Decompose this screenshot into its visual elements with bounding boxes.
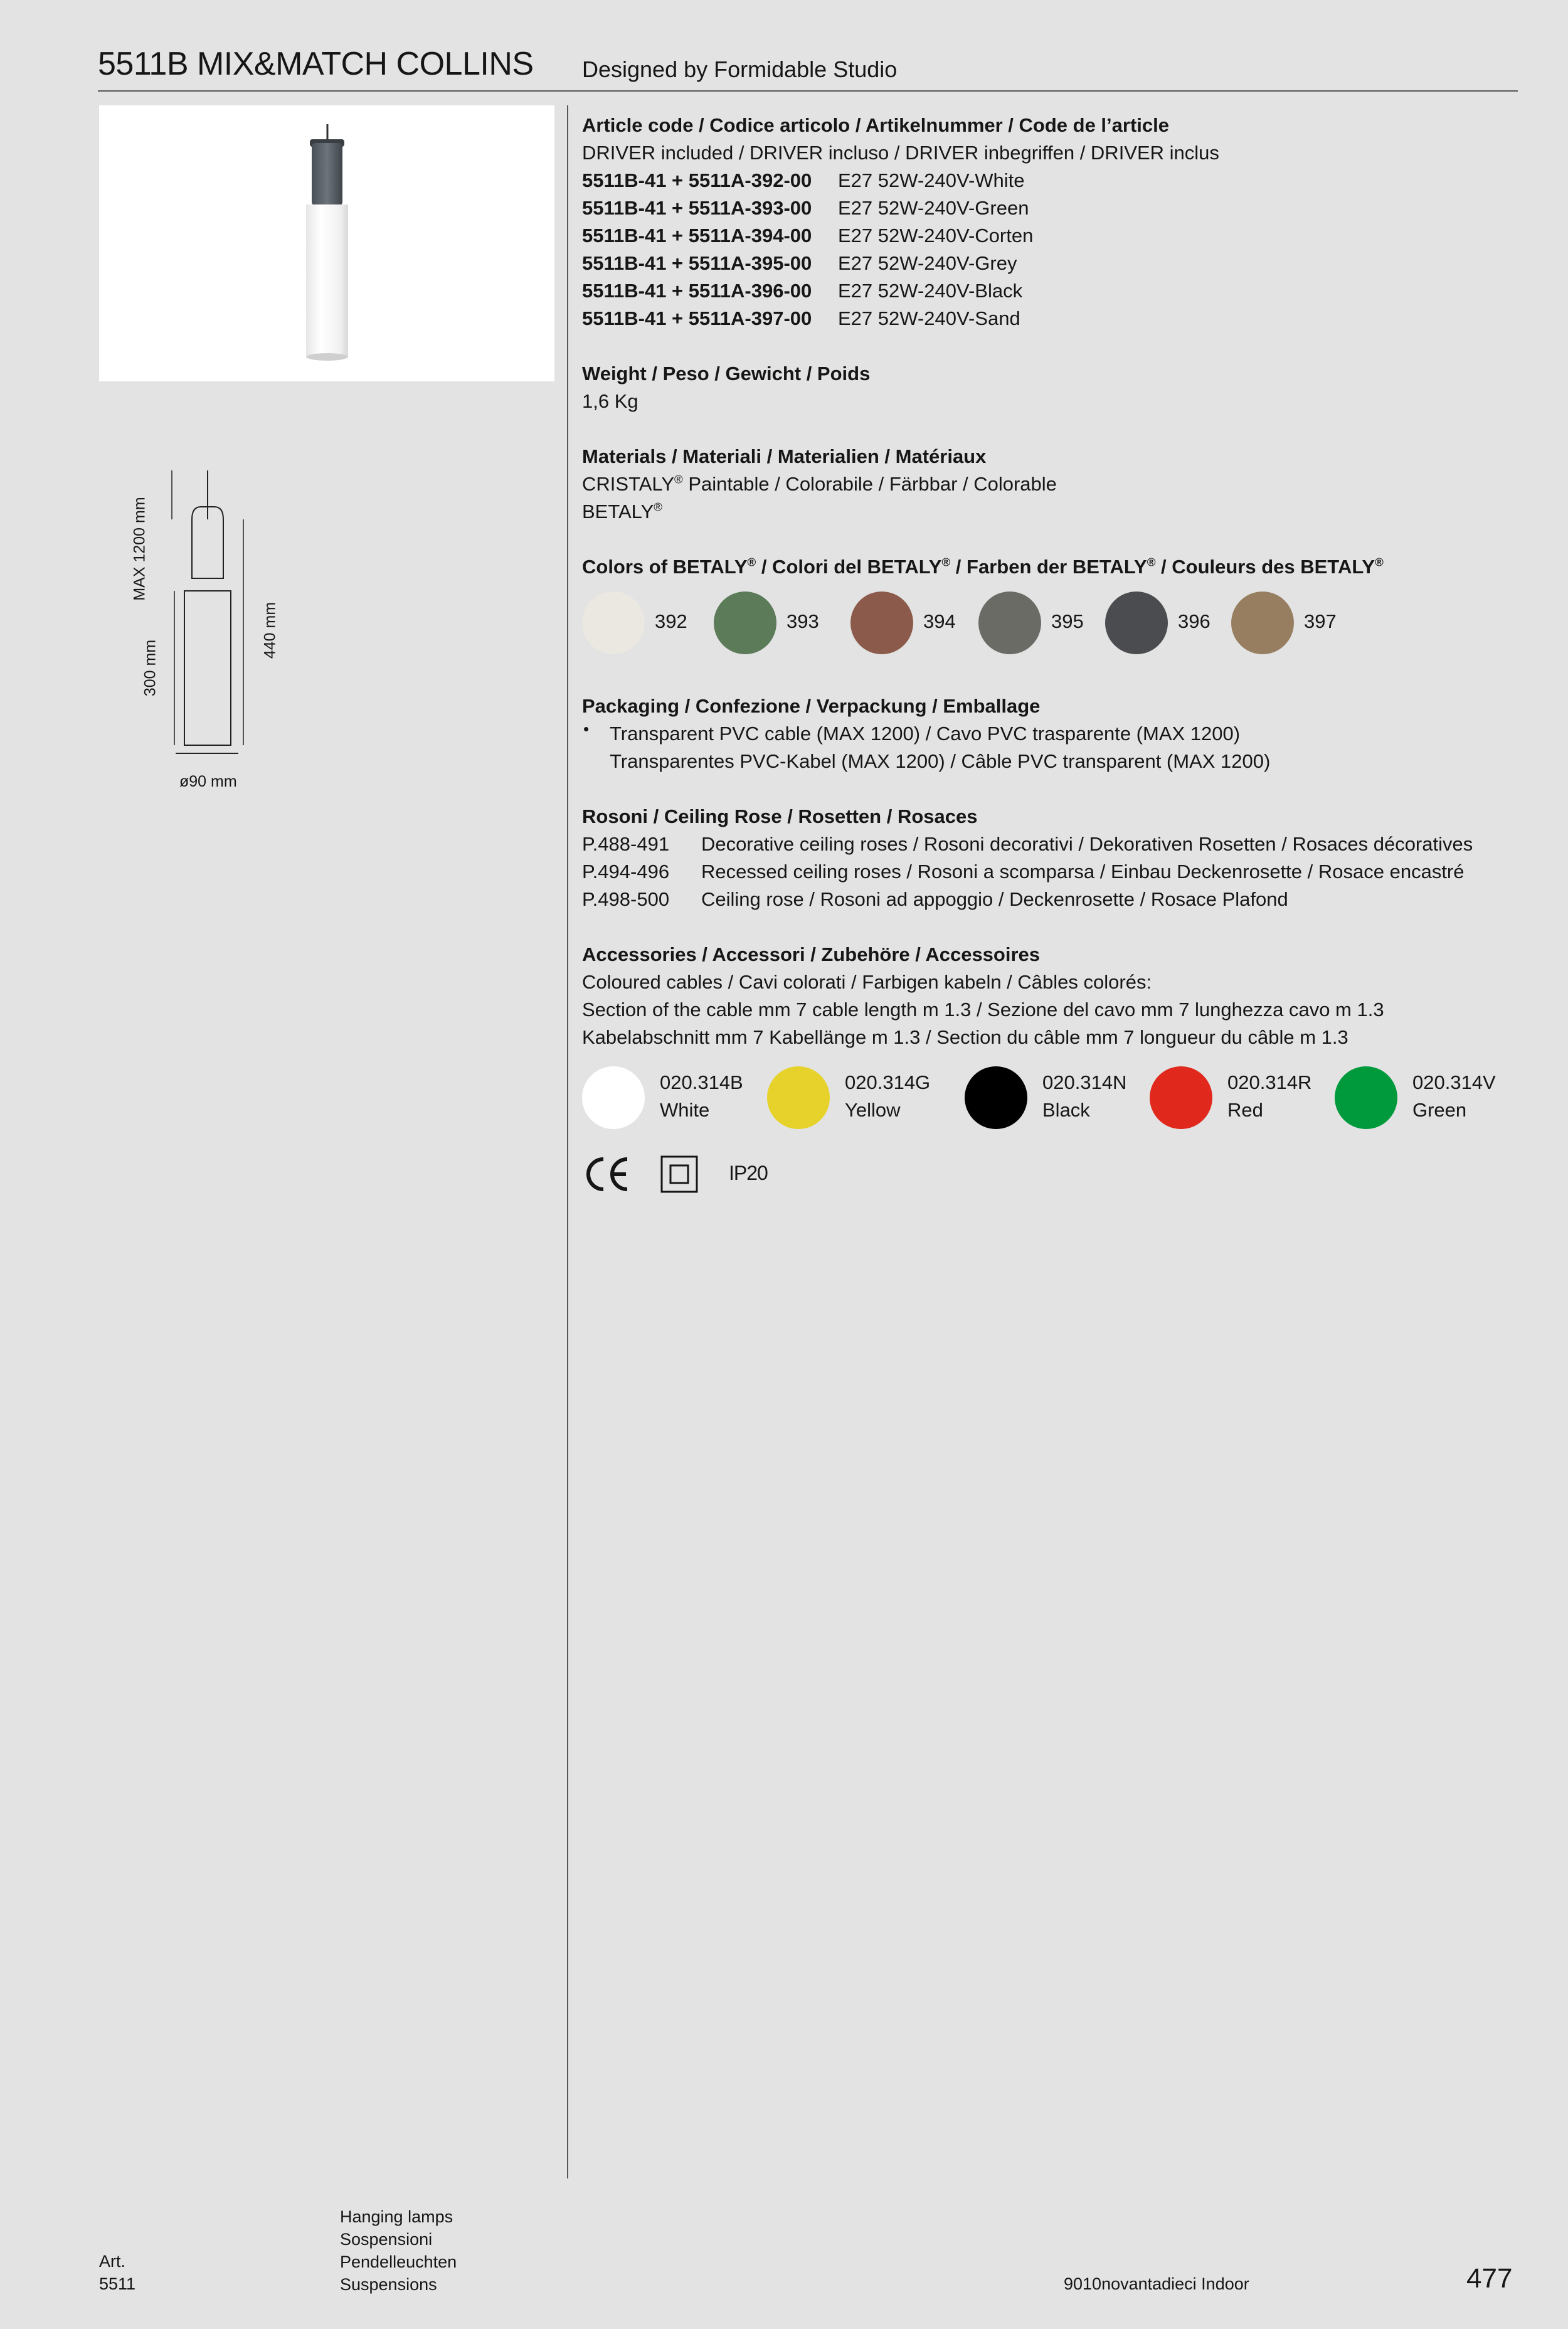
betaly-swatch-row [582,592,1460,654]
cable-color-swatch [582,1066,645,1129]
cable-color-name: Black [1042,1099,1090,1121]
category-fr: Suspensions [340,2275,437,2294]
registered-mark: ® [941,555,951,569]
cable-code: 020.314V [1412,1071,1496,1093]
article-spec: E27 52W-240V-Sand [838,307,1020,329]
diameter-line [176,753,238,754]
ceiling-rose-section [582,803,1510,913]
betaly-color-swatch [582,592,645,654]
designer-credit: Designed by Formidable Studio [582,56,898,82]
article-code: 5511B-41 + 5511A-397-00 [582,307,812,329]
height-440-label: 440 mm [261,602,279,659]
category-it: Sospensioni [340,2230,433,2249]
bullet: • [583,719,590,738]
packaging-line-2: Transparentes PVC-Kabel (MAX 1200) / Câble PVC transparent (MAX 1200) [610,750,1271,772]
article-code: 5511B-41 + 5511A-392-00 [582,169,812,191]
article-row [582,305,1219,332]
driver-note: DRIVER included / DRIVER incluso / DRIVER inbegriffen / DRIVER inclus [582,142,1219,164]
cable-color-swatch [965,1066,1027,1129]
ceiling-rose-page-ref: P.494-496 [582,861,670,883]
registered-mark: ® [654,500,662,514]
column-divider [567,105,568,2178]
registered-mark: ® [1147,555,1156,569]
article-spec: E27 52W-240V-Green [838,197,1029,219]
accessories-line-2: Section of the cable mm 7 cable length m 1.3 / Sezione del cavo mm 7 lunghezza cavo m 1.3 [582,999,1384,1021]
cable-swatch-row [582,1066,1523,1129]
article-row [582,167,1219,194]
registered-mark: ® [1375,555,1384,569]
weight-heading: Weight / Peso / Gewicht / Poids [582,363,871,385]
weight-value: 1,6 Kg [582,390,638,412]
betaly-color-code: 395 [1051,610,1084,632]
art-number: 5511 [99,2274,136,2293]
colors-heading-part: / Couleurs des BETALY [1155,556,1375,578]
header-rule [98,90,1518,92]
max-length-label: MAX 1200 mm [130,497,149,601]
betaly-color-code: 392 [655,610,687,632]
ceiling-rose-page-ref: P.498-500 [582,888,670,910]
article-spec: E27 52W-240V-Corten [838,225,1034,247]
betaly-color-code: 396 [1178,610,1210,632]
accessories-section [582,941,1384,1051]
ip-rating: IP20 [729,1162,768,1184]
ceiling-rose-description: Ceiling rose / Rosoni ad appoggio / Deckenrosette / Rosace Plafond [701,888,1288,910]
ceiling-rose-description: Decorative ceiling roses / Rosoni decorativi / Dekorativen Rosetten / Rosaces décoratives [701,833,1473,855]
registered-mark: ® [747,555,756,569]
article-code: 5511B-41 + 5511A-395-00 [582,252,812,274]
ce-mark-icon [582,1155,632,1193]
article-row [582,222,1219,250]
double-insulation-icon [660,1155,698,1193]
accessories-line-1: Coloured cables / Cavi colorati / Farbigen kabeln / Câbles colorés: [582,971,1152,993]
colors-heading-part: / Farben der BETALY [950,556,1147,578]
diameter-label: ø90 mm [179,773,237,790]
article-section [582,112,1219,332]
cable-color-swatch [1150,1066,1212,1129]
accessories-line-3: Kabelabschnitt mm 7 Kabellänge m 1.3 / Section du câble mm 7 longueur du câble m 1.3 [582,1026,1348,1048]
article-code: 5511B-41 + 5511A-394-00 [582,225,812,247]
cable-code: 020.314R [1227,1071,1312,1093]
material-brand-betaly: BETALY [582,501,654,523]
pendant-lamp-illustration [99,105,554,381]
ceiling-rose-description: Recessed ceiling roses / Rosoni a scomparsa / Einbau Deckenrosette / Rosace encastré [701,861,1465,883]
packaging-heading: Packaging / Confezione / Verpackung / Emballage [582,695,1041,717]
article-spec: E27 52W-240V-Grey [838,252,1017,274]
art-label: Art. [99,2252,126,2271]
cable-color-name: Red [1227,1099,1263,1121]
materials-heading: Materials / Materiali / Materialien / Matériaux [582,445,987,467]
packaging-line-1: Transparent PVC cable (MAX 1200) / Cavo PVC trasparente (MAX 1200) [610,723,1241,745]
article-row [582,194,1219,222]
cable-color-name: Yellow [845,1099,901,1121]
colors-heading-part: / Colori del BETALY [756,556,942,578]
material-paintable-text: Paintable / Colorabile / Färbbar / Colorable [688,473,1057,495]
colors-heading [582,553,1384,581]
weight-section [582,360,870,415]
betaly-color-code: 397 [1304,610,1337,632]
article-heading: Article code / Codice articolo / Artikelnummer / Code de l’article [582,114,1169,136]
betaly-color-swatch [1105,592,1168,654]
material-line-cristaly [582,470,1057,498]
colors-heading-part: Colors of BETALY [582,556,748,578]
betaly-color-swatch [978,592,1041,654]
cable-color-swatch [767,1066,830,1129]
article-row [582,250,1219,277]
ceiling-rose-heading: Rosoni / Ceiling Rose / Rosetten / Rosaces [582,805,978,827]
material-brand-cristaly: CRISTALY [582,473,674,495]
cable-color-name: Green [1412,1099,1467,1121]
cable-code: 020.314B [660,1071,743,1093]
article-row [582,277,1219,305]
height-300-label: 300 mm [141,639,159,697]
product-photo [99,105,554,381]
page-number: 477 [1466,2263,1513,2294]
betaly-color-code: 393 [787,610,819,632]
accessories-heading: Accessories / Accessori / Zubehöre / Accessoires [582,943,1041,965]
registered-mark: ® [674,472,683,486]
cable-color-name: White [660,1099,710,1121]
footer-art-block [99,2250,135,2295]
colors-section [582,553,1384,581]
ce-mark [582,1155,632,1193]
cable-code: 020.314N [1042,1071,1127,1093]
cable-color-swatch [1335,1066,1397,1129]
footer-category-block [340,2205,457,2296]
betaly-color-swatch [1231,592,1294,654]
betaly-color-code: 394 [923,610,956,632]
article-code: 5511B-41 + 5511A-393-00 [582,197,812,219]
materials-section [582,443,1057,526]
class-ii-icon [660,1155,698,1193]
article-spec: E27 52W-240V-White [838,169,1025,191]
betaly-color-swatch [850,592,913,654]
article-code: 5511B-41 + 5511A-396-00 [582,280,812,302]
category-en: Hanging lamps [340,2207,453,2226]
footer-brand: 9010novantadieci Indoor [1064,2274,1249,2293]
betaly-color-swatch [714,592,776,654]
cable-code: 020.314G [845,1071,931,1093]
article-spec: E27 52W-240V-Black [838,280,1023,302]
packaging-section [582,692,1271,775]
ceiling-rose-page-ref: P.488-491 [582,833,670,855]
category-de: Pendelleuchten [340,2252,457,2271]
page-title: 5511B MIX&MATCH COLLINS [98,46,534,82]
material-line-betaly [582,498,1057,526]
